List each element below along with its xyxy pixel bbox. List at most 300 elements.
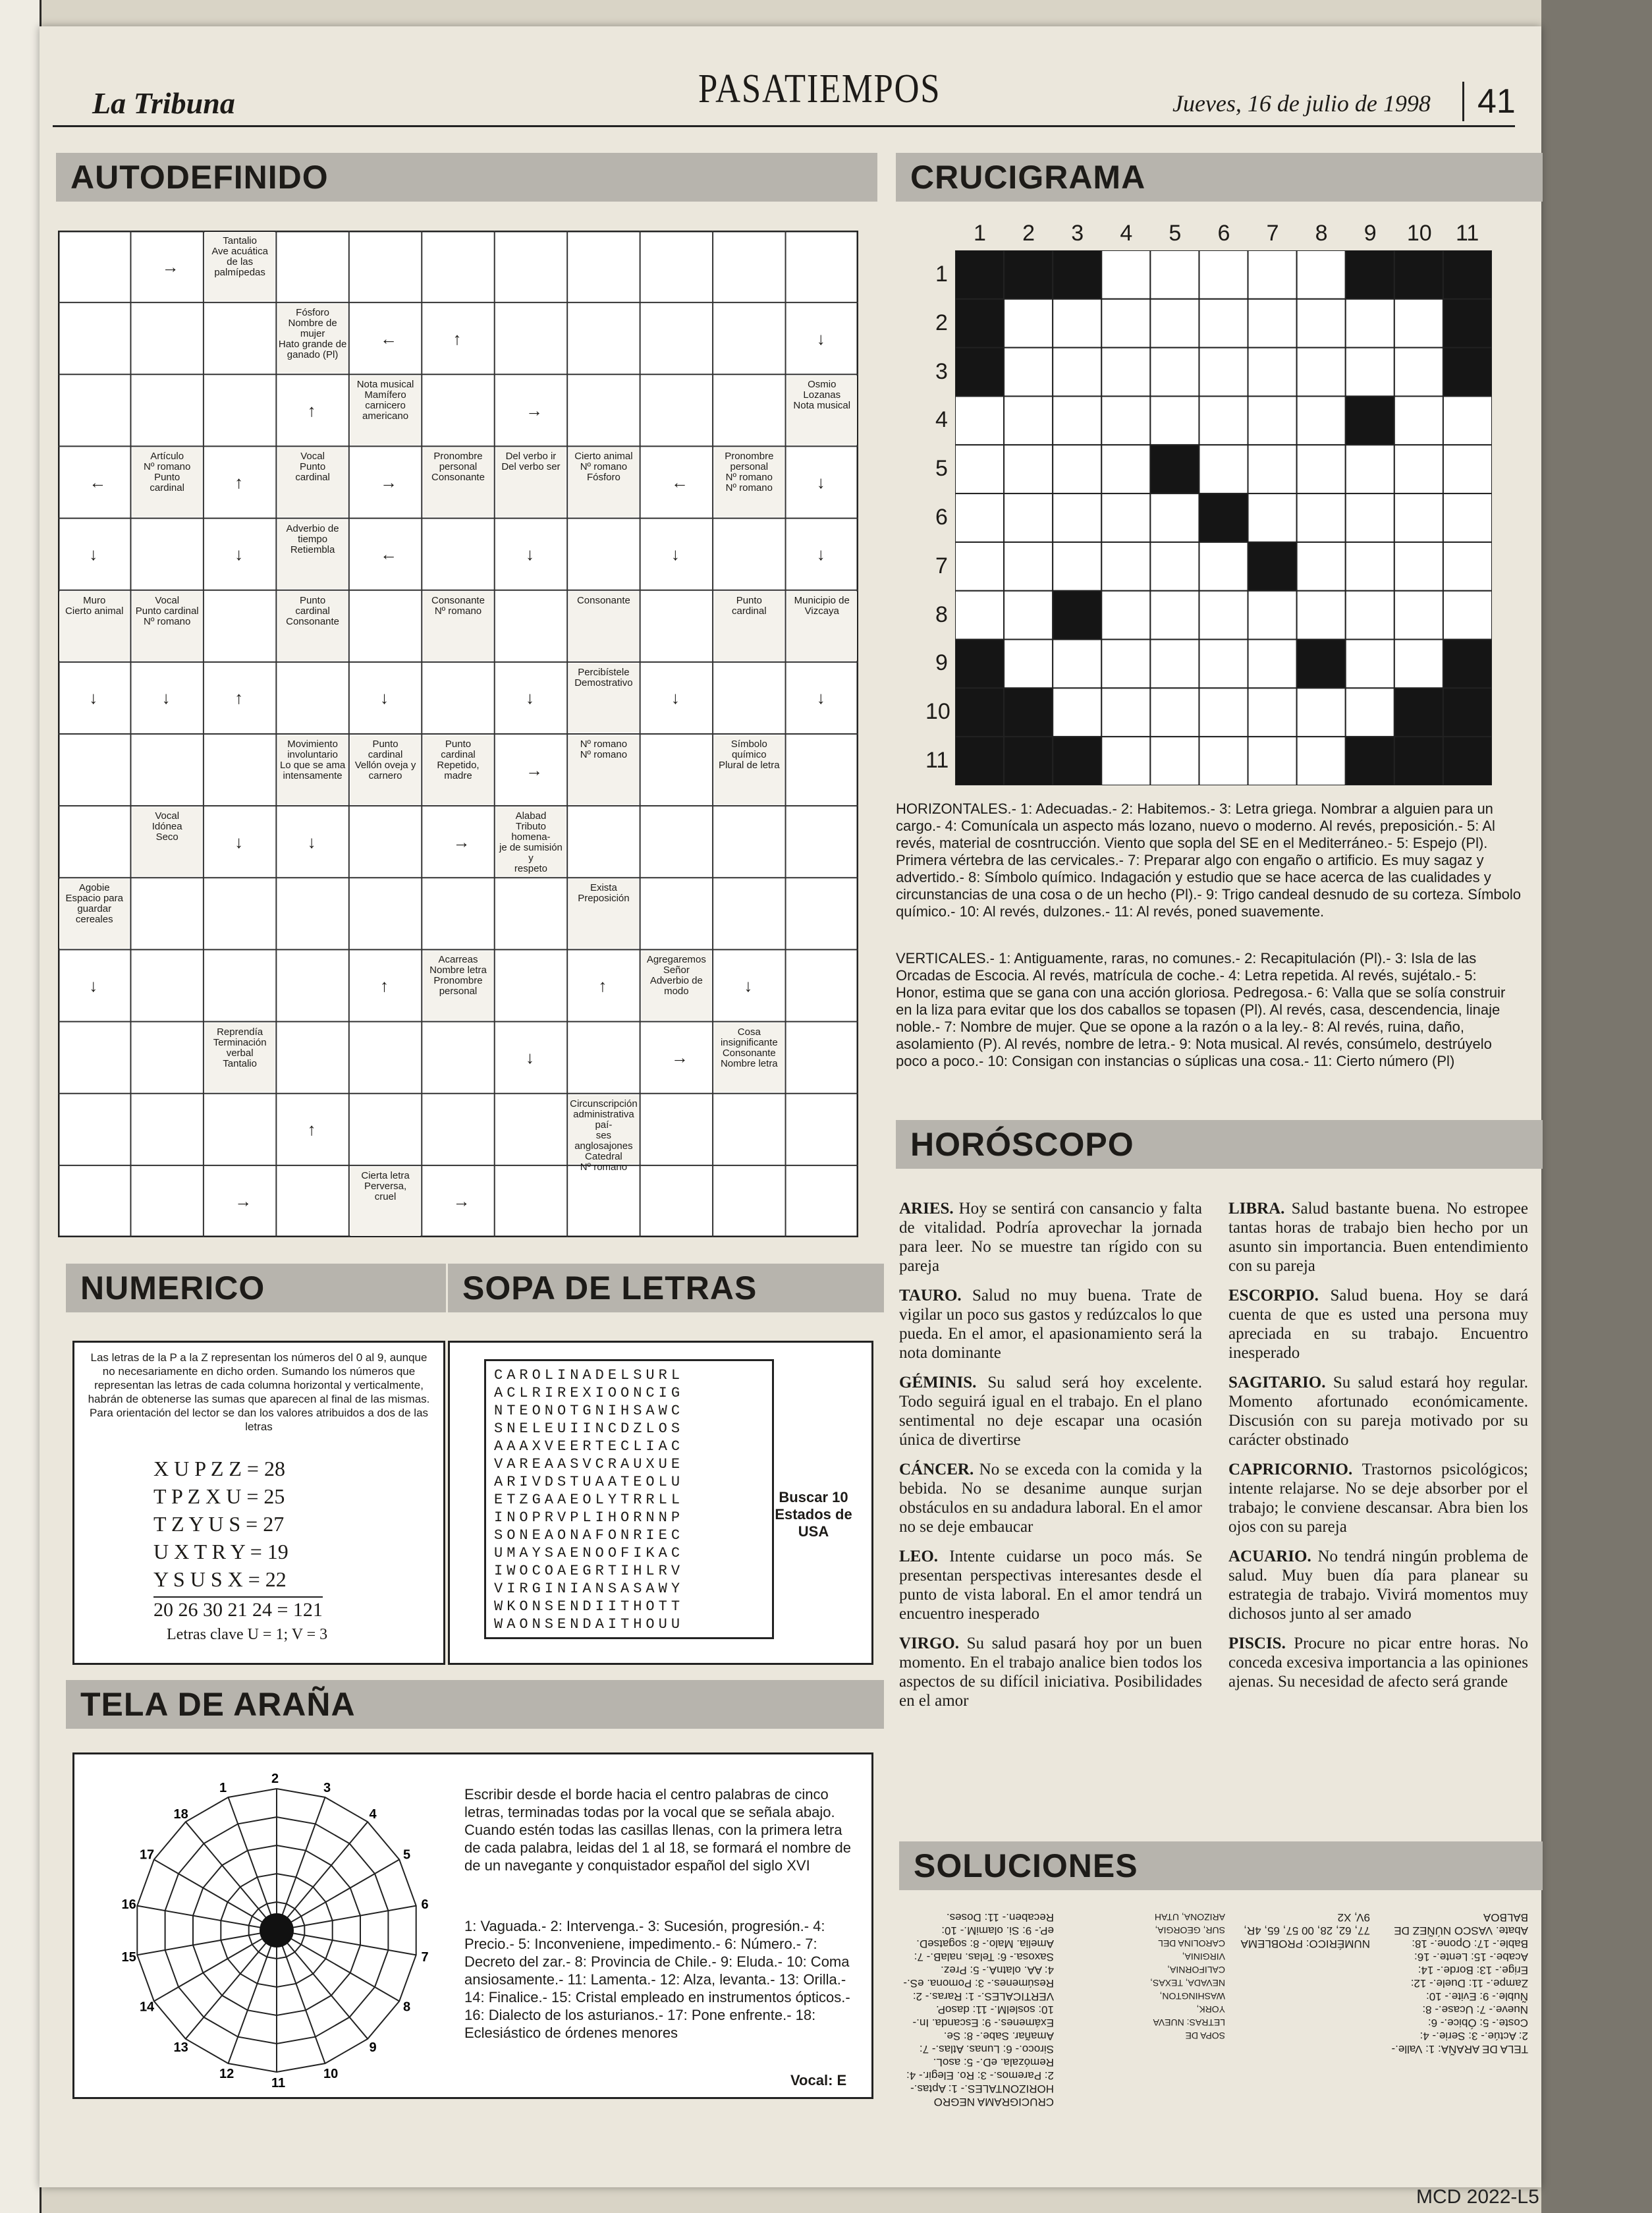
crossword-cell	[1101, 591, 1150, 640]
crossword-cell	[1248, 348, 1297, 397]
clue-text: Circunscripción administrativa paí- ses anglosajones Catedral Nº romano	[570, 1098, 638, 1173]
autodefinido-grid	[58, 231, 858, 1237]
crossword-cell	[1297, 299, 1346, 348]
crossword-cell	[1346, 640, 1394, 688]
crossword-cell	[1199, 688, 1248, 737]
sopa-row: IWOCOAEGRTIHLRV	[494, 1563, 684, 1579]
crossword-cell	[1101, 542, 1150, 591]
clue-text: Del verbo ir Del verbo ser	[501, 451, 561, 473]
crossword-cell	[1297, 396, 1346, 445]
clue-arrow-icon: ↓	[816, 544, 825, 565]
web-number: 10	[323, 2067, 339, 2082]
clue-arrow-icon: ↑	[307, 400, 316, 420]
crossword-cell	[1199, 591, 1248, 640]
crossword-cell	[1443, 250, 1492, 299]
crossword-cell	[955, 737, 1004, 785]
crossword-cell	[955, 640, 1004, 688]
crossword-cell	[1150, 640, 1199, 688]
crossword-cell	[1394, 591, 1443, 640]
horoscope-text: Hoy se sentirá con cansancio y falta de vitalidad. Podría aprovechar la jornada para leer. No se muestre tan rígido con su pareja	[899, 1200, 1202, 1275]
column-number: 2	[1022, 221, 1035, 246]
crossword-cell	[1150, 688, 1199, 737]
crossword-cell	[1297, 542, 1346, 591]
clue-text: Percibístele Demostrativo	[574, 666, 633, 688]
clue-arrow-icon: ←	[671, 472, 688, 492]
crossword-cell	[1297, 445, 1346, 493]
clue-arrow-icon: ←	[89, 472, 107, 492]
sopa-row: AAAXVEERTECLIAC	[494, 1438, 684, 1455]
web-number: 11	[271, 2076, 286, 2088]
crossword-cell	[1004, 737, 1053, 785]
clue-text: Símbolo químico Plural de letra	[719, 739, 780, 771]
tela-clues: 1: Vaguada.- 2: Intervenga.- 3: Sucesión, progresión.- 4: Precio.- 5: Inconveniene, impedimento.- 6: Número.- 7: Decreto del zar.- 8: Provincia de Chile.- 9: Eluda.- 10: Coma ansiosamente.- 11: Lamenta.- 12: Alza, levanta.- 13: Orilla.- 14: Finalice.- 15: Cristal empleado en instrumentos ópticos.- 16: Dialecto de los asturianos.- 17: Pone enfrente.- 18: Eclesiástico de órdenes menores	[464, 1918, 850, 2041]
crossword-cell	[1150, 493, 1199, 542]
clue-arrow-icon: ↓	[89, 544, 98, 565]
horoscope-sign: ACUARIO.	[1228, 1548, 1318, 1565]
solucion-crucigrama: CRUCIGRAMA NEGRO HORIZONTALES.- 1: Aptas.- 2: Paremos.- 3: Ro. Elegir.- 4: Remózala. eD.- 5: asoL. Siroco.- 6: Lunas. Atlas.- 7: Amañar. Sabe.- 8: Se. Exámenes.- 9: Escanda. In.- 10: soslelM.- 11: dasoP. VERTICALES.- 1: Raras.- 2: Resúmenes.- 3: Pomona. eS.- 4: AA. olatnA.- 5: Prez. Saxosa.- 6: Telas. nalaB.- 7: Amelia. Malo.- 8: sogatseD. eP.- 9: Si. olamiM.- 10: Recaben.- 11: Doses.	[903, 1911, 1054, 2108]
sopa-hint: Buscar 10 Estados de USA	[775, 1489, 852, 1540]
crossword-cell	[1346, 737, 1394, 785]
scan-background	[1541, 0, 1652, 2213]
numerico-row: U X T R Y = 19	[153, 1540, 289, 1563]
web-number: 3	[323, 1780, 331, 1795]
horoscope-text: Procure no picar entre horas. No conceda excesiva importancia a las opiniones ajenas. Su necesidad de afecto será grande	[1228, 1635, 1528, 1691]
crossword-cell	[1248, 591, 1297, 640]
horoscope-sign: LIBRA.	[1228, 1200, 1292, 1218]
web-number: 18	[173, 1807, 188, 1822]
clue-text: Punto cardinal	[732, 594, 767, 617]
web-spoke	[277, 1930, 325, 2063]
clue-arrow-icon: ↑	[453, 328, 462, 349]
crossword-cell	[1199, 493, 1248, 542]
crossword-cell	[955, 250, 1004, 299]
web-number: 5	[403, 1847, 411, 1863]
horoscope-entry	[1228, 1634, 1528, 1691]
column-number: 7	[1266, 221, 1279, 246]
web-spoke	[277, 1797, 325, 1930]
clue-text: Vocal Idónea Seco	[151, 810, 182, 843]
sopa-row: CAROLINADELSURL	[494, 1367, 684, 1384]
clue-arrow-icon: ↓	[89, 976, 98, 995]
sopa-row: NTEONOTGNIHSAWC	[494, 1403, 684, 1419]
web-number: 6	[421, 1897, 429, 1912]
crossword-cell	[1394, 396, 1443, 445]
column-number: 6	[1217, 221, 1230, 246]
clue-arrow-icon: →	[453, 831, 470, 852]
clue-text: Movimiento involuntario Lo que se ama intensamente	[279, 739, 346, 781]
row-number: 3	[935, 358, 948, 384]
horoscope-entry	[1228, 1460, 1528, 1536]
crossword-cell	[1443, 688, 1492, 737]
clue-arrow-icon: ↓	[89, 688, 98, 708]
crossword-cell	[1053, 396, 1101, 445]
crossword-cell	[955, 493, 1004, 542]
crossword-cell	[1004, 640, 1053, 688]
crossword-cell	[1346, 299, 1394, 348]
crossword-cell	[1199, 299, 1248, 348]
horoscope-text: No se exceda con la comida y la bebida. No se desanime aunque surjan obstáculos en su andadura laboral. En el amor no se deje embaucar	[899, 1461, 1202, 1536]
clue-text: Exista Preposición	[578, 882, 630, 905]
horoscope-text: Salud no muy buena. Trate de vigilar un poco sus gastos y redúzcalos lo que pueda. En el amor, el apasionamiento será la nota dominante	[899, 1287, 1202, 1362]
clue-arrow-icon: ↑	[234, 688, 244, 708]
clue-text: Punto cardinal Repetido, madre	[437, 739, 480, 781]
row-number: 6	[935, 505, 948, 530]
crossword-cell	[955, 299, 1004, 348]
clue-text: Agregaremos Señor Adverbio de modo	[646, 954, 706, 997]
horoscope-entry	[1228, 1373, 1528, 1449]
crossword-cell	[1248, 250, 1297, 299]
clue-text: Artículo Nº romano Punto cardinal	[144, 451, 191, 494]
row-number: 1	[935, 261, 948, 287]
row-number: 5	[935, 456, 948, 482]
crossword-cell	[1346, 591, 1394, 640]
web-number: 12	[219, 2067, 234, 2082]
row-number: 4	[935, 407, 948, 433]
crossword-cell	[1443, 348, 1492, 397]
sopa-row: ACLRIREXIOONCIG	[494, 1385, 684, 1401]
clue-arrow-icon: →	[380, 472, 398, 492]
horoscope-sign: CAPRICORNIO.	[1228, 1461, 1362, 1478]
numerico-row: Y S U S X = 22	[153, 1567, 287, 1591]
web-number: 7	[421, 1950, 429, 1965]
column-number: 9	[1363, 221, 1377, 246]
crossword-cell	[1394, 250, 1443, 299]
numerico-intro: Las letras de la P a la Z representan los números del 0 al 9, aunque no necesariamente en dicho orden. Sumando los números que representan las letras de cada columna horizontal y verticalmente, habrán de obtenerse las sumas que aparecen al final de las mismas. Para orientación del lector se dan los valores atribuidos a dos de las letras	[88, 1351, 430, 1433]
crossword-cell	[1346, 542, 1394, 591]
web-number: 14	[139, 2000, 155, 2015]
crossword-cell	[1443, 542, 1492, 591]
horoscope-sign: LEO.	[899, 1548, 950, 1565]
clue-arrow-icon: ↓	[525, 544, 534, 565]
horoscope-sign: CÁNCER.	[899, 1461, 979, 1478]
crossword-cell	[1394, 640, 1443, 688]
crossword-cell	[1248, 299, 1297, 348]
crossword-cell	[1443, 591, 1492, 640]
crossword-cell	[1101, 299, 1150, 348]
crossword-cell	[1199, 396, 1248, 445]
clue-arrow-icon: ↑	[598, 976, 607, 995]
crossword-cell	[1053, 591, 1101, 640]
crossword-cell	[1443, 299, 1492, 348]
horoscope-text: No tendrá ningún problema de salud. Muy buen día para planear su estrategia de trabajo. Vivirá momentos muy dichosos junto al ser amado	[1228, 1548, 1528, 1623]
section-title: PASATIEMPOS	[698, 67, 941, 111]
crossword-cell	[1248, 396, 1297, 445]
clue-arrow-icon: ↓	[816, 328, 825, 349]
tela-banner: TELA DE ARAÑA	[66, 1680, 884, 1729]
sopa-row: VIRGINIANSASAWY	[494, 1581, 684, 1597]
crossword-cell	[1346, 396, 1394, 445]
sopa-banner: SOPA DE LETRAS	[448, 1264, 884, 1312]
crossword-cell	[1248, 445, 1297, 493]
solucion-tela: TELA DE ARAÑA: 1: Valle.- 2: Actúe.- 3: Serie.- 4: Coste.- 5: Óbice.- 6: Nueve.- 7: Ucase.- 8: Ñuble.- 9: Evite.- 10: Zampe.- 11: Duele.- 12: Erige.- 13: Borde.- 14: Acabe.- 15: Lente.- 16: Bable.- 17: Opone.- 18: Abate. VASCO NÚÑEZ DE BALBOA	[1391, 1911, 1528, 2056]
crossword-cell	[1443, 737, 1492, 785]
crossword-cell	[1199, 737, 1248, 785]
clue-arrow-icon: ↓	[816, 688, 825, 708]
clue-arrow-icon: ↓	[816, 472, 825, 492]
crucigrama-verticales: VERTICALES.- 1: Antiguamente, raras, no comunes.- 2: Recapitulación (Pl).- 3: Isla de las Orcadas de Escocia. Al revés, matrícula de coche.- 4: Letra repetida. Al revés, sujétalo.- 5: Honor, estima que se gana con una acción gloriosa. Pedregosa.- 6: Valla que se solía construir en la liza para evitar que los dos caballos se topasen (Pl). Al revés, casa, descendencia, linaje noble.- 7: Nombre de mujer. Que se opone a la razón o a la ley.- 8: Al revés, ruina, daño, asolamiento (P). Al revés, nombre de letra.- 9: Nota musical. Al revés, consúmelo, destrúyelo poco a poco.- 10: Consigan con instancias o súplicas una cosa.- 11: Cierto número (Pl)	[896, 950, 1506, 1069]
crossword-cell	[1248, 542, 1297, 591]
spider-icon	[260, 1913, 294, 1947]
horoscope-entry	[899, 1460, 1202, 1536]
numerico-row: X U P Z Z = 28	[153, 1457, 285, 1480]
numerico-row: T Z Y U S = 27	[153, 1512, 285, 1536]
clue-text: Pronombre personal Consonante	[431, 451, 485, 484]
crossword-cell	[1394, 688, 1443, 737]
soluciones-banner: SOLUCIONES	[899, 1841, 1543, 1890]
crossword-cell	[1053, 250, 1101, 299]
crossword-cell	[1394, 493, 1443, 542]
clue-arrow-icon: ↓	[671, 544, 680, 565]
crossword-cell	[1297, 348, 1346, 397]
crossword-cell	[1443, 493, 1492, 542]
crossword-cell	[1101, 493, 1150, 542]
crossword-cell	[1053, 688, 1101, 737]
archive-stamp: MCD 2022-L5	[1416, 2186, 1539, 2208]
numerico-banner: NUMERICO	[66, 1264, 446, 1312]
crossword-cell	[1199, 640, 1248, 688]
clue-text: Municipio de Vizcaya	[794, 594, 850, 617]
web-number: 17	[139, 1847, 155, 1863]
crossword-cell	[1150, 591, 1199, 640]
crossword-cell	[1150, 348, 1199, 397]
crossword-cell	[1297, 688, 1346, 737]
numerico-keys: Letras clave U = 1; V = 3	[167, 1626, 328, 1643]
crossword-cell	[1150, 250, 1199, 299]
clue-arrow-icon: ←	[380, 328, 398, 349]
clue-arrow-icon: ↓	[525, 1048, 534, 1068]
clue-text: Tantalio Ave acuática de las palmípedas	[211, 235, 268, 278]
crossword-cell	[1150, 396, 1199, 445]
crossword-cell	[1297, 640, 1346, 688]
crossword-cell	[1150, 299, 1199, 348]
crossword-cell	[1101, 250, 1150, 299]
previous-page-edge	[0, 0, 41, 2213]
clue-arrow-icon: ←	[380, 544, 398, 565]
crossword-cell	[1199, 445, 1248, 493]
clue-arrow-icon: →	[161, 256, 179, 277]
clue-text: Osmio Lozanas Nota musical	[793, 379, 851, 412]
clue-arrow-icon: →	[525, 760, 543, 780]
crossword-cell	[1394, 299, 1443, 348]
crossword-cell	[1346, 250, 1394, 299]
crossword-cell	[1346, 493, 1394, 542]
column-number: 5	[1169, 221, 1182, 246]
horoscope-entry	[899, 1286, 1202, 1362]
clue-text: Nota musical Mamífero carnicero americano	[356, 379, 414, 422]
crossword-cell	[1297, 591, 1346, 640]
clue-arrow-icon: →	[234, 1191, 252, 1212]
solucion-numerico: NUMÉRICO: PROBLEMA 77, 62, 28, 00 57, 65, 4R, 9V, X2	[1241, 1911, 1370, 1950]
column-number: 3	[1071, 221, 1084, 246]
crossword-cell	[1346, 348, 1394, 397]
crossword-cell	[955, 688, 1004, 737]
horoscopo-banner: HORÓSCOPO	[896, 1120, 1543, 1169]
crossword-cell	[1199, 348, 1248, 397]
row-number: 9	[935, 650, 948, 676]
web-number: 13	[173, 2040, 188, 2055]
horoscope-entry	[899, 1547, 1202, 1623]
clue-arrow-icon: →	[671, 1048, 688, 1068]
crossword-cell	[1101, 737, 1150, 785]
crossword-cell	[1101, 640, 1150, 688]
crossword-cell	[1101, 396, 1150, 445]
crossword-cell	[1053, 299, 1101, 348]
newspaper-name: La Tribuna	[92, 86, 235, 120]
sopa-row: UMAYSAENOOFIKAC	[494, 1545, 684, 1561]
row-number: 10	[925, 699, 950, 725]
numerico-totals: 20 26 30 21 24 = 121	[153, 1596, 323, 1621]
issue-date: Jueves, 16 de julio de 1998	[1172, 90, 1431, 117]
horoscope-text: Salud bastante buena. No estropee tantas horas de trabajo bien hecho por un asunto sin importancia. Buen entendimiento con su pareja	[1228, 1200, 1529, 1275]
row-number: 7	[935, 553, 948, 578]
horoscope-sign: VIRGO.	[899, 1635, 967, 1652]
web-spoke	[228, 1797, 277, 1930]
crossword-cell	[955, 396, 1004, 445]
crossword-cell	[1297, 493, 1346, 542]
horoscope-text: Trastornos psicológicos; intente relajarse. No se deje absorber por el trabajo; le conviene descansar. Abra bien los ojos con su pareja	[1228, 1461, 1528, 1536]
crucigrama-horizontales: HORIZONTALES.- 1: Adecuadas.- 2: Habitemos.- 3: Letra griega. Nombrar a alguien para un cargo.- 4: Comunícala un aspecto más lozano, nuevo o moderno. Al revés, preposición.- 5: Al revés, material de cosntrucción. Viento que sopla del SE en el Mediterráneo.- 5: Espejo (Pl). Primera vértebra de las cervicales.- 7: Preparar algo con engaño o artificio. Es muy sagaz y advertido.- 8: Símbolo químico. Indagación y estudio que se hace acerca de las cualidades y circunstancias de una cosa o de un hecho (Pl).- 9: Trigo candeal desnudo de su corteza. Símbolo químico.- 10: Al revés, dulzones.- 11: Al revés, poned suavemente.	[896, 800, 1522, 920]
horoscope-sign: PISCIS.	[1228, 1635, 1294, 1652]
crossword-cell	[1297, 737, 1346, 785]
crossword-cell	[1004, 542, 1053, 591]
horoscope-entry	[1228, 1199, 1528, 1275]
crossword-cell	[1150, 737, 1199, 785]
crossword-cell	[1394, 445, 1443, 493]
clue-text: Punto cardinal Consonante	[286, 594, 340, 627]
clue-text: Consonante	[576, 594, 630, 606]
clue-text: Muro Cierto animal	[65, 594, 124, 617]
clue-arrow-icon: ↓	[234, 544, 244, 565]
numerico-rows	[153, 1455, 289, 1593]
clue-arrow-icon: →	[453, 1191, 470, 1212]
clue-arrow-icon: ↓	[525, 688, 534, 708]
column-number: 11	[1455, 221, 1479, 246]
crossword-cell	[1443, 640, 1492, 688]
column-number: 10	[1406, 221, 1432, 246]
crossword-cell	[1004, 250, 1053, 299]
tela-instructions: Escribir desde el borde hacia el centro palabras de cinco letras, terminadas todas por la vocal que se señala abajo. Cuando estén todas las casillas llenas, con la primera letra de cada palabra, leidas del 1 al 18, se formará el nombre de de un navegante y conquistador español del siglo XVI	[464, 1786, 852, 1874]
sopa-grid	[484, 1359, 774, 1639]
web-number: 4	[369, 1807, 377, 1822]
web-number: 15	[121, 1950, 136, 1965]
autodefinido-banner: AUTODEFINIDO	[56, 153, 877, 202]
web-number: 8	[403, 2000, 411, 2015]
crossword-cell	[1443, 445, 1492, 493]
sopa-row: SNELEUIINCDZLOS	[494, 1420, 684, 1437]
crossword-cell	[1004, 688, 1053, 737]
crossword-cell	[1004, 299, 1053, 348]
web-number: 9	[369, 2040, 377, 2055]
horoscope-entry	[899, 1199, 1202, 1275]
web-number: 1	[219, 1780, 227, 1795]
clue-arrow-icon: →	[525, 400, 543, 420]
crossword-cell	[1248, 640, 1297, 688]
clue-text: Pronombre personal Nº romano Nº romano	[725, 451, 774, 494]
crossword-cell	[1248, 737, 1297, 785]
web-number: 16	[121, 1897, 136, 1912]
tela-vocal: Vocal: E	[790, 2072, 847, 2088]
horoscopo-right-column	[1228, 1199, 1528, 1702]
sopa-row: WKONSENDIITHOTT	[494, 1598, 684, 1615]
sopa-row: WAONSENDAITHOUU	[494, 1616, 684, 1633]
crossword-cell	[1004, 591, 1053, 640]
clue-text: Cosa insignificante Consonante Nombre letra	[720, 1026, 778, 1069]
clue-arrow-icon: ↑	[380, 976, 389, 995]
clue-text: Acarreas Nombre letra Pronombre personal	[429, 954, 487, 997]
horoscope-text: Su salud pasará hoy por un buen momento. En el trabajo analice bien todos los aspectos de su difícil iniciativa. Posibilidades en el amor	[899, 1635, 1202, 1710]
clue-text: Vocal Punto cardinal	[295, 451, 330, 484]
horoscope-sign: TAURO.	[899, 1287, 973, 1304]
crossword-cell	[1004, 348, 1053, 397]
clue-arrow-icon: ↓	[307, 831, 316, 852]
crossword-cell	[1346, 688, 1394, 737]
horoscope-sign: GÉMINIS.	[899, 1374, 988, 1391]
clue-text: Vocal Punto cardinal Nº romano	[135, 594, 199, 627]
row-number: 2	[935, 310, 948, 335]
crucigrama-grid	[955, 250, 1492, 785]
crossword-cell	[1394, 542, 1443, 591]
horoscope-sign: ESCORPIO.	[1228, 1287, 1331, 1304]
clue-arrow-icon: ↓	[744, 976, 753, 995]
crossword-cell	[1004, 396, 1053, 445]
crossword-cell	[955, 348, 1004, 397]
spider-web	[99, 1772, 454, 2088]
clue-text: Alabad Tributo homena- je de sumisión y respeto	[499, 810, 563, 875]
row-number: 8	[935, 602, 948, 627]
crossword-cell	[1053, 737, 1101, 785]
column-number: 4	[1120, 221, 1133, 246]
column-number: 1	[974, 221, 986, 246]
horoscope-text: Intente cuidarse un poco más. Se presentan perspectivas interesantes desde el punto de vista laboral. En el amor tendrá un encuentro inesperado	[899, 1548, 1202, 1623]
crossword-cell	[1394, 737, 1443, 785]
crossword-cell	[1150, 542, 1199, 591]
clue-text: Nº romano Nº romano	[580, 739, 628, 760]
crucigrama-banner: CRUCIGRAMA	[896, 153, 1543, 202]
horoscope-entry	[1228, 1547, 1528, 1623]
horoscope-text: Su salud estará hoy regular. Momento afortunado económicamente. Discusión con su pareja motivado por su carácter obstinado	[1228, 1374, 1528, 1449]
crossword-cell	[1346, 445, 1394, 493]
horoscope-sign: SAGITARIO.	[1228, 1374, 1333, 1391]
crossword-cell	[1053, 640, 1101, 688]
crossword-cell	[1101, 688, 1150, 737]
clue-text: Fósforo Nombre de mujer Hato grande de ganado (Pl)	[278, 307, 347, 361]
page-header	[53, 66, 1515, 127]
crossword-cell	[1199, 542, 1248, 591]
crossword-cell	[955, 591, 1004, 640]
crossword-cell	[1297, 250, 1346, 299]
clue-text: Cierta letra Perversa, cruel	[361, 1169, 410, 1202]
clue-text: Punto cardinal Vellón oveja y carnero	[354, 739, 416, 781]
clue-arrow-icon: ↓	[380, 688, 389, 708]
sopa-row: ETZGAAEOLYTRRLL	[494, 1492, 684, 1508]
crossword-cell	[955, 445, 1004, 493]
horoscope-entry	[899, 1634, 1202, 1710]
horoscope-sign: ARIES.	[899, 1200, 959, 1218]
web-spoke	[228, 1930, 277, 2063]
horoscope-text: Salud buena. Hoy se dará cuenta de que es usted una persona muy apreciada en su trabajo. Encuentro inesperado	[1228, 1287, 1528, 1362]
numerico-row: T P Z X U = 25	[153, 1484, 285, 1508]
horoscope-entry	[899, 1373, 1202, 1449]
crossword-cell	[1053, 348, 1101, 397]
crossword-cell	[1248, 493, 1297, 542]
clue-text: Adverbio de tiempo Retiembla	[286, 522, 339, 555]
crossword-cell	[1101, 348, 1150, 397]
clue-text: Reprendía Terminación verbal Tantalio	[213, 1026, 267, 1069]
clue-arrow-icon: ↑	[307, 1119, 316, 1140]
crossword-cell	[1394, 348, 1443, 397]
horoscopo-left-column	[899, 1199, 1202, 1721]
page-number: 41	[1462, 82, 1516, 121]
